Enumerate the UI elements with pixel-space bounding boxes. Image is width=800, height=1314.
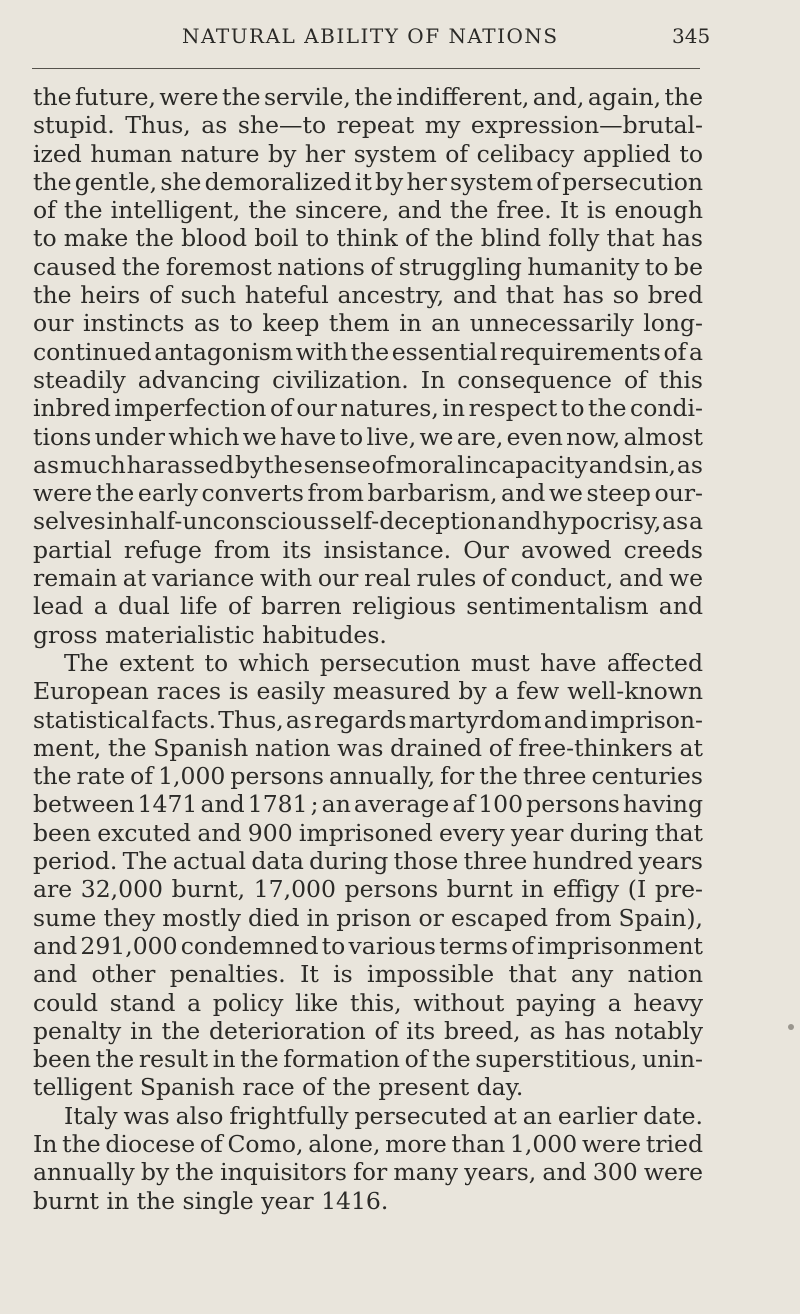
text-line: annually by the inquisitors for many years, and 300 were (33, 1158, 703, 1187)
text-line: caused the foremost nations of struggling humanity to be (33, 252, 703, 281)
text-line: telligent Spanish race of the present day. (33, 1073, 524, 1102)
text-line: the heirs of such hateful ancestry, and that has so bred (33, 281, 703, 310)
text-line: steadily advancing civilization. In consequence of this (33, 365, 703, 394)
margin-speck (788, 1024, 794, 1030)
text-line: sume they mostly died in prison or escaped from Spain), (33, 903, 703, 932)
paragraph-3 (33, 1102, 703, 1215)
text-line: as much harassed by the sense of moral incapacity and sin, as (33, 450, 703, 479)
header-rule (32, 68, 700, 69)
text-line: period. The actual data during those three hundred years (33, 847, 703, 876)
text-line: ment, the Spanish nation was drained of free-thinkers at (33, 733, 703, 762)
body-text (33, 83, 703, 1215)
text-line: remain at variance with our real rules of conduct, and we (33, 564, 703, 593)
text-line: been the result in the formation of the superstitious, unin- (33, 1045, 703, 1074)
text-line: tions under which we have to live, we are, even now, almost (33, 422, 703, 451)
text-line: inbred imperfection of our natures, in respect to the condi- (33, 394, 703, 423)
page-number: 345 (672, 24, 711, 48)
text-line: could stand a policy like this, without paying a heavy (33, 988, 703, 1017)
text-line: ized human nature by her system of celibacy applied to (33, 139, 703, 168)
text-line: between 1471 and 1781 ; an average af 100 persons having (33, 790, 703, 819)
text-line: selves in half-unconscious self-deception and hypocrisy, as a (33, 507, 703, 536)
text-line: statistical facts. Thus, as regards martyrdom and imprison- (33, 705, 703, 734)
text-line: are 32,000 burnt, 17,000 persons burnt in effigy (I pre- (33, 875, 703, 904)
text-line: our instincts as to keep them in an unnecessarily long- (33, 309, 703, 338)
text-line: The extent to which persecution must have affected (64, 648, 703, 677)
running-title: NATURAL ABILITY OF NATIONS (182, 24, 559, 48)
text-line: gross materialistic habitudes. (33, 620, 387, 649)
text-line: the future, were the servile, the indifferent, and, again, the (33, 83, 703, 111)
paragraph-2 (33, 649, 703, 1102)
text-line: to make the blood boil to think of the blind folly that has (33, 224, 703, 253)
text-line: penalty in the deterioration of its breed, as has notably (33, 1016, 703, 1045)
running-head (32, 24, 711, 60)
text-line: Italy was also frightfully persecuted at an earlier date. (64, 1101, 703, 1130)
text-line: and other penalties. It is impossible that any nation (33, 960, 703, 989)
text-line: lead a dual life of barren religious sentimentalism and (33, 592, 703, 621)
text-line: the gentle, she demoralized it by her system of persecution (33, 167, 703, 196)
text-line: stupid. Thus, as she—to repeat my expression—brutal- (33, 111, 703, 140)
paragraph-1 (33, 83, 703, 649)
text-line: partial refuge from its insistance. Our avowed creeds (33, 535, 703, 564)
text-line: been excuted and 900 imprisoned every year during that (33, 818, 703, 847)
text-line: the rate of 1,000 persons annually, for the three centuries (33, 762, 703, 791)
text-line: European races is easily measured by a few well-known (33, 677, 703, 706)
text-line: In the diocese of Como, alone, more than 1,000 were tried (33, 1129, 703, 1158)
text-line: continued antagonism with the essential requirements of a (33, 337, 703, 366)
text-line: burnt in the single year 1416. (33, 1186, 389, 1215)
text-line: and 291,000 condemned to various terms of imprisonment (33, 931, 703, 960)
text-line: of the intelligent, the sincere, and the free. It is enough (33, 196, 703, 225)
text-line: were the early converts from barbarism, and we steep our- (33, 479, 703, 508)
